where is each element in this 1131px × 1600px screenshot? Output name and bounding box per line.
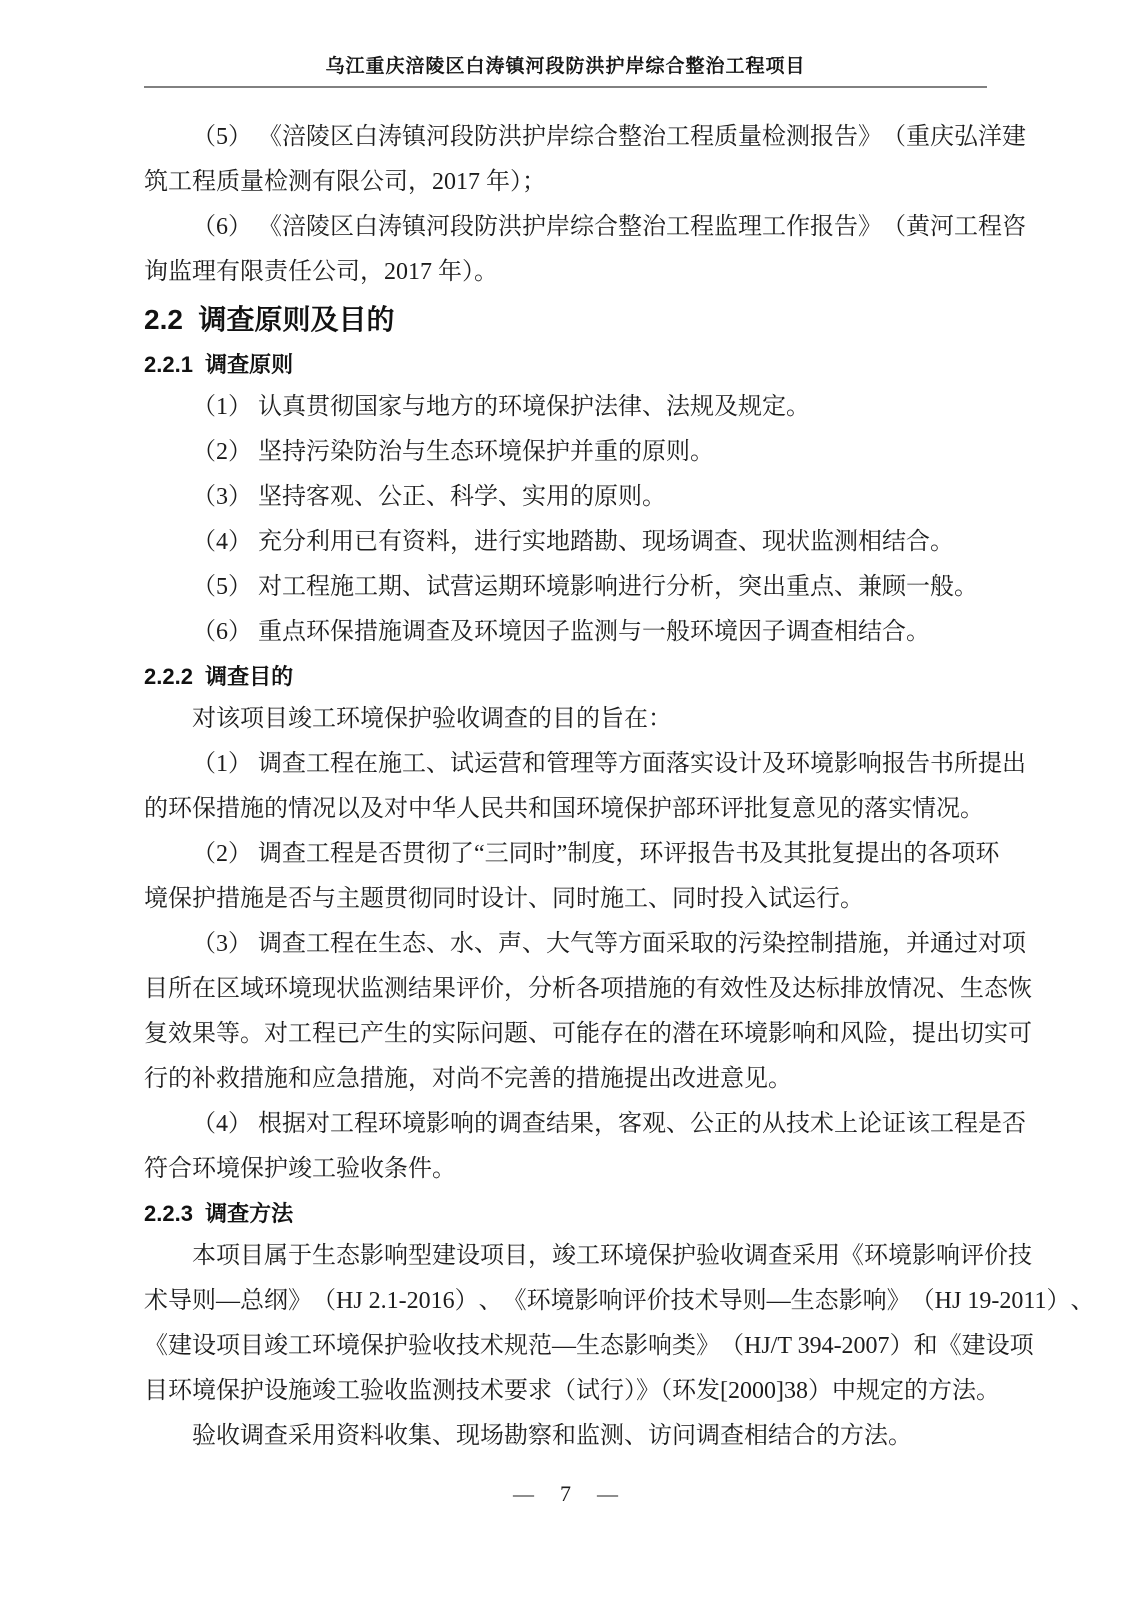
list-item: （4） 充分利用已有资料，进行实地踏勘、现场调查、现状监测相结合。: [192, 529, 954, 555]
text-line: 《 建 设 项 目 竣 工 环 境 保 护 验 收 技 术 规 范 — 生 态 影 响 类 》 （ HJ/T 394-2007 ） 和 《 建 设 项: [144, 1333, 1034, 1359]
page-footer: [0, 1477, 1131, 1511]
principles-list: [144, 385, 987, 655]
text-line: 符合环境保护竣工验收条件。: [144, 1156, 456, 1182]
text-line: 目环境保护设施竣工验收监测技术要求（试行）》（环发[2000]38）中规定的方法。: [144, 1378, 1000, 1404]
paragraph-purpose-2: [144, 832, 1000, 922]
text-line: （ 2 ） 调 查 工 程 是 否 贯 彻 了 “ 三 同 时 ” 制 度 ， 环 评 报 告 书 及 其 批 复 提 出 的 各 项 环: [192, 841, 1000, 867]
footer-dash-right: —: [597, 1482, 618, 1506]
paragraph-reference-5: [144, 115, 1026, 205]
text-line: 目 所 在 区 域 环 境 现 状 监 测 结 果 评 价 ， 分 析 各 项 措 施 的 有 效 性 及 达 标 排 放 情 况 、 生 态 恢: [144, 976, 1032, 1002]
text-line: 本 项 目 属 于 生 态 影 响 型 建 设 项 目 ， 竣 工 环 境 保 护 验 收 调 查 采 用 《 环 境 影 响 评 价 技: [192, 1243, 1032, 1269]
text-line: （ 3 ） 调 查 工 程 在 生 态 、 水 、 声 、 大 气 等 方 面 采 取 的 污 染 控 制 措 施 ， 并 通 过 对 项: [192, 931, 1026, 957]
text-line: （ 4 ） 根 据 对 工 程 环 境 影 响 的 调 查 结 果 ， 客 观 、 公 正 的 从 技 术 上 论 证 该 工 程 是 否: [192, 1111, 1026, 1137]
section-heading-2-2: 2.2 调查原则及目的: [144, 304, 395, 335]
list-item: （1） 认真贯彻国家与地方的环境保护法律、法规及规定。: [192, 394, 810, 420]
header-rule: [144, 86, 987, 88]
text-line: 复 效 果 等 。 对 工 程 已 产 生 的 实 际 问 题 、 可 能 存 在 的 潜 在 环 境 影 响 和 风 险 ， 提 出 切 实 可: [144, 1021, 1032, 1047]
list-item: （6） 重点环保措施调查及环境因子监测与一般环境因子调查相结合。: [192, 619, 930, 645]
page-header: [0, 0, 1131, 88]
text-line: 询监理有限责任公司，2017 年）。: [144, 259, 498, 285]
text-line: 境保护措施是否与主题贯彻同时设计、同时施工、同时投入试运行。: [144, 886, 864, 912]
footer-dash-left: —: [513, 1482, 534, 1506]
text-line: （ 1 ） 调 查 工 程 在 施 工 、 试 运 营 和 管 理 等 方 面 落 实 设 计 及 环 境 影 响 报 告 书 所 提 出: [192, 751, 1026, 777]
page-number: 7: [560, 1481, 571, 1506]
paragraph-purpose-4: [144, 1102, 1026, 1192]
document-body: [144, 115, 1095, 1459]
section-heading-2-2-2: 2.2.2 调查目的: [144, 664, 294, 689]
text-line: 行的补救措施和应急措施，对尚不完善的措施提出改进意见。: [144, 1066, 792, 1092]
text-line: 术 导 则 — 总 纲 》 （ HJ 2.1-2016 ） 、 《 环 境 影 响 评 价 技 术 导 则 — 生 态 影 响 》 （ HJ 19-2011 ） 、: [144, 1288, 1095, 1314]
purpose-intro-line: 对该项目竣工环境保护验收调查的目的旨在：: [192, 706, 672, 732]
paragraph-reference-6: [144, 205, 1026, 295]
list-item: （5） 对工程施工期、试营运期环境影响进行分析，突出重点、兼顾一般。: [192, 574, 978, 600]
text-line: 筑工程质量检测有限公司，2017 年）；: [144, 169, 546, 195]
text-line: （ 6 ） 《 涪 陵 区 白 涛 镇 河 段 防 洪 护 岸 综 合 整 治 工 程 监 理 工 作 报 告 》 （ 黄 河 工 程 咨: [192, 214, 1026, 240]
list-item: （3） 坚持客观、公正、科学、实用的原则。: [192, 484, 666, 510]
section-heading-2-2-1: 2.2.1 调查原则: [144, 352, 294, 377]
paragraph-purpose-1: [144, 742, 1026, 832]
text-line: （ 5 ） 《 涪 陵 区 白 涛 镇 河 段 防 洪 护 岸 综 合 整 治 工 程 质 量 检 测 报 告 》 （ 重 庆 弘 洋 建: [192, 124, 1026, 150]
paragraph-method: [144, 1234, 1095, 1414]
list-item: （2） 坚持污染防治与生态环境保护并重的原则。: [192, 439, 714, 465]
paragraph-purpose-3: [144, 922, 1032, 1102]
text-line: 的环保措施的情况以及对中华人民共和国环境保护部环评批复意见的落实情况。: [144, 796, 984, 822]
header-title: 乌江重庆涪陵区白涛镇河段防洪护岸综合整治工程项目: [325, 56, 806, 77]
method-summary-line: 验收调查采用资料收集、现场勘察和监测、访问调查相结合的方法。: [192, 1423, 912, 1449]
section-heading-2-2-3: 2.2.3 调查方法: [144, 1201, 294, 1226]
